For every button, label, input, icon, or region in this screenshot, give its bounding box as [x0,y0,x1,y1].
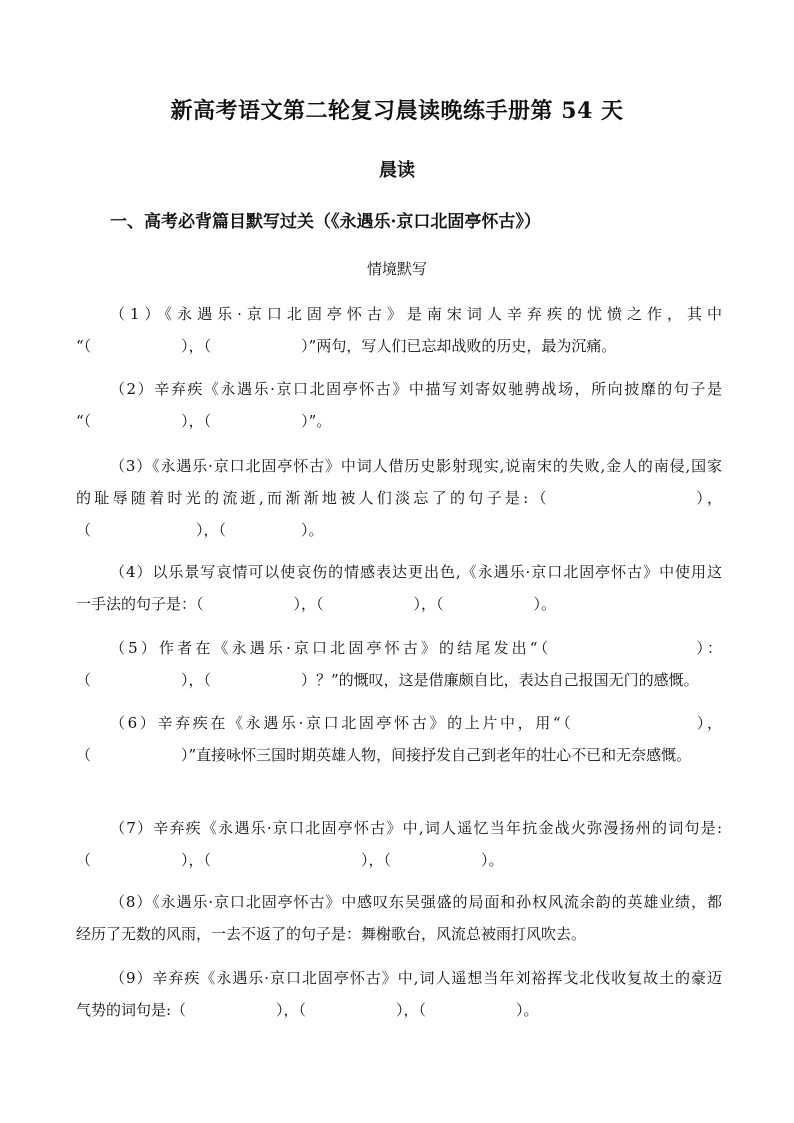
question-line: （5）作者在《永遇乐·京口北固亭怀古》的结尾发出“（ ）： [110,639,722,657]
question-line: （2）辛弃疾《永遇乐·京口北固亭怀古》中描写刘寄奴驰骋战场，所向披靡的句子是 [110,380,722,398]
question-line: （8）《永遇乐·京口北固亭怀古》中感叹东吴强盛的局面和孙权风流余韵的英雄业绩，都 [110,893,722,911]
question-line: （3）《永遇乐·京口北固亭怀古》中词人借历史影射现实,说南宋的失败,金人的南侵,国家 [110,457,722,475]
question-line: （ ），（ ），（ ）。 [76,851,504,869]
question-line: （6）辛弃疾在《永遇乐·京口北固亭怀古》的上片中，用“（ ）， [110,714,722,732]
page-title: 新高考语文第二轮复习晨读晚练手册第 54 天 [170,98,624,124]
question-9 [76,962,722,1026]
question-line: （ ），（ ）。 [76,521,324,539]
question-line: 气势的词句是:（ ），（ ），（ ）。 [76,1001,539,1019]
question-line: 的耻辱随着时光的流逝,而渐渐地被人们淡忘了的句子是:（ ）， [76,489,722,507]
question-line: 一手法的句子是：（ ），（ ），（ ）。 [76,595,557,613]
question-line: （4）以乐景写哀情可以使哀伤的情感表达更出色,《永遇乐·京口北固亭怀古》中使用这 [110,563,722,581]
question-8 [76,886,722,950]
question-line: （9）辛弃疾《永遇乐·京口北固亭怀古》中,词人遥想当年刘裕挥戈北伐收复故土的豪迈 [110,969,722,987]
question-6 [76,707,736,771]
question-line: （7）辛弃疾《永遇乐·京口北固亭怀古》中,词人遥忆当年抗金战火弥漫扬州的词句是: [110,819,722,837]
question-line: “（ ），（ ）”。 [76,412,332,430]
question-line: （ ），（ ）？”的慨叹，这是借廉颇自比，表达自己报国无门的感慨。 [76,671,699,689]
question-line: “（ ），（ ）”两句，写人们已忘却战败的历史，最为沉痛。 [76,337,617,355]
question-line: 经历了无数的风雨，一去不返了的句子是：舞榭歌台，风流总被雨打风吹去。 [76,925,587,943]
section-heading: 一、高考必背篇目默写过关（《永遇乐·京口北固亭怀古》） [110,212,541,232]
question-line: （ ）”直接咏怀三国时期英雄人物，间接抒发自己到老年的壮心不已和无奈感慨。 [76,746,692,764]
question-5 [76,632,722,696]
question-2 [76,373,722,437]
question-7 [76,812,722,876]
page-subtitle: 晨读 [379,160,415,181]
question-1 [76,298,722,362]
question-line: （1）《永遇乐·京口北固亭怀古》是南宋词人辛弃疾的忧愤之作，其中 [110,305,722,323]
sub-heading: 情境默写 [366,260,427,278]
question-4 [76,556,722,620]
question-3 [76,450,722,546]
